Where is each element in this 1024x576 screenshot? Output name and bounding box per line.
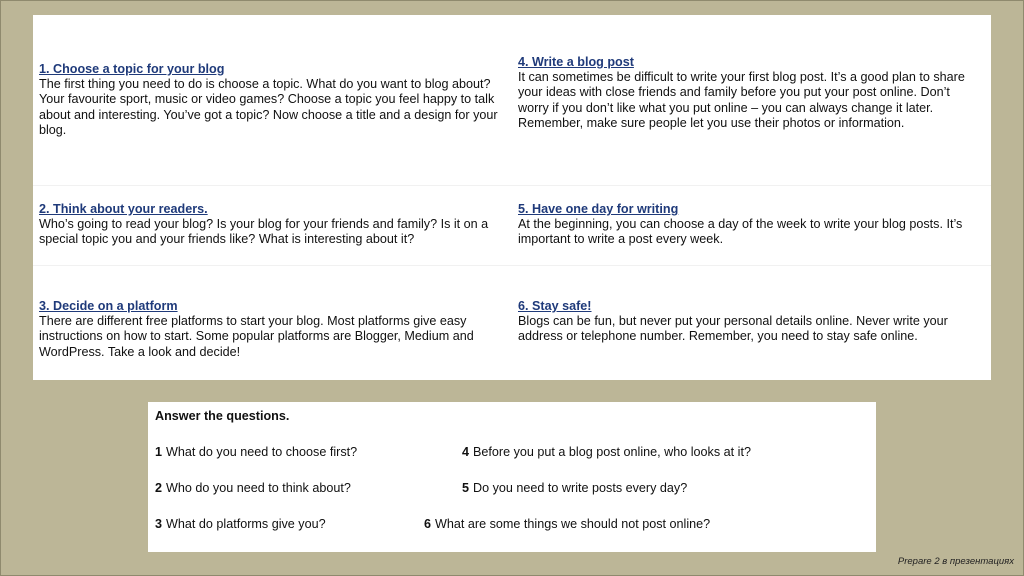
tip-5: [518, 202, 983, 248]
question-text: What do platforms give you?: [166, 517, 326, 531]
tip-body: There are different free platforms to start your blog. Most platforms give easy instructions on how to start. Some popular platforms are Blogger, Medium and WordPress. Take a look and decide!: [39, 314, 474, 359]
row-divider: [33, 185, 991, 186]
tip-title: 4. Write a blog post: [518, 55, 634, 69]
question-number: 6: [424, 517, 432, 531]
tip-1: [39, 62, 509, 138]
question-4: [462, 445, 751, 459]
tip-title: 2. Think about your readers.: [39, 202, 208, 216]
question-text: Do you need to write posts every day?: [473, 481, 688, 495]
tip-4: [518, 55, 983, 131]
question-2: [155, 481, 351, 495]
row-divider: [33, 265, 991, 266]
question-text: Before you put a blog post online, who looks at it?: [473, 445, 751, 459]
question-number: 2: [155, 481, 163, 495]
question-text: What are some things we should not post online?: [435, 517, 711, 531]
tip-title: 5. Have one day for writing: [518, 202, 679, 216]
question-3: [155, 517, 326, 531]
tip-body: The first thing you need to do is choose a topic. What do you want to blog about? Your favourite sport, music or video games? Choose a topic you feel happy to talk about and interesting. You’ve got a topic? Now choose a title and a design for your blog.: [39, 77, 498, 137]
questions-box: [148, 402, 876, 552]
question-number: 5: [462, 481, 470, 495]
question-text: What do you need to choose first?: [166, 445, 358, 459]
tip-title: 1. Choose a topic for your blog: [39, 62, 225, 76]
question-text: Who do you need to think about?: [166, 481, 351, 495]
tip-2: [39, 202, 509, 248]
tip-body: At the beginning, you can choose a day of the week to write your blog posts. It’s important to write a post every week.: [518, 217, 963, 247]
blog-tips-panel: [33, 15, 991, 380]
tip-body: Who’s going to read your blog? Is your blog for your friends and family? Is it on a special topic you and your friends like? What is interesting about it?: [39, 217, 489, 247]
tip-3: [39, 299, 509, 360]
questions-heading: Answer the questions.: [155, 409, 290, 423]
tip-body: Blogs can be fun, but never put your personal details online. Never write your address or telephone number. Remember, you need to stay safe online.: [518, 314, 948, 344]
tip-body: It can sometimes be difficult to write your first blog post. It’s a good plan to share your ideas with close friends and family before you put your post online. Don’t worry if you don’t like what you put online – you can always change it later. Remember, make sure people let you use their photos or information.: [518, 70, 965, 130]
question-1: [155, 445, 357, 459]
footer-credit: Prepare 2 в презентациях: [897, 556, 1014, 567]
question-6: [424, 517, 710, 531]
tip-6: [518, 299, 983, 345]
question-5: [462, 481, 687, 495]
tip-title: 6. Stay safe!: [518, 299, 592, 313]
question-number: 1: [155, 445, 163, 459]
tip-title: 3. Decide on a platform: [39, 299, 178, 313]
question-number: 4: [462, 445, 470, 459]
question-number: 3: [155, 517, 163, 531]
